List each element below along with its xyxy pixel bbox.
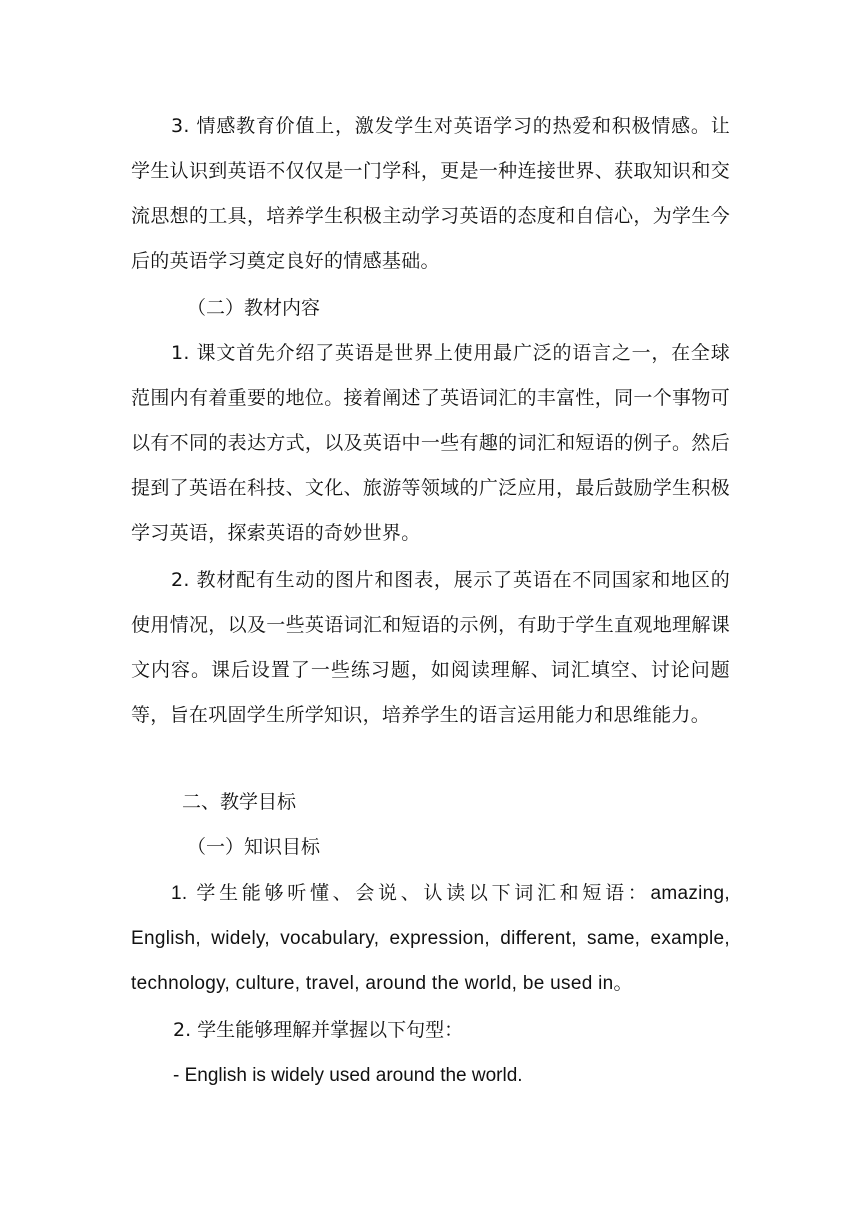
paragraph-materials-2: 2. 教材配有生动的图片和图表，展示了英语在不同国家和地区的使用情况，以及一些英语词汇和短语的示例，有助于学生直观地理解课文内容。课后设置了一些练习题，如阅读理解、词汇填空、讨论问题等，旨在巩固学生所学知识，培养学生的语言运用能力和思维能力。	[131, 569, 730, 726]
section-heading-objectives: 二、教学目标	[182, 791, 297, 813]
section-heading-knowledge: （一）知识目标	[187, 836, 321, 858]
paragraph-vocabulary: 1. 学生能够听懂、会说、认读以下词汇和短语：amazing, English, widely, vocabulary, expression, different, same, example, technology, culture, travel, around the world, be used in。	[131, 883, 730, 994]
paragraph-sentence-patterns: 2. 学生能够理解并掌握以下句型：	[173, 1019, 464, 1041]
paragraph-materials-1: 1. 课文首先介绍了英语是世界上使用最广泛的语言之一，在全球范围内有着重要的地位。接着阐述了英语词汇的丰富性，同一个事物可以有不同的表达方式，以及英语中一些有趣的词汇和短语的例子。然后提到了英语在科技、文化、旅游等领域的广泛应用，最后鼓励学生积极学习英语，探索英语的奇妙世界。	[131, 342, 730, 544]
sentence-pattern-item: - English is widely used around the world.	[173, 1065, 523, 1086]
section-heading-materials: （二）教材内容	[187, 297, 321, 319]
paragraph-emotional-value: 3. 情感教育价值上，激发学生对英语学习的热爱和积极情感。让学生认识到英语不仅仅是一门学科，更是一种连接世界、获取知识和交流思想的工具，培养学生积极主动学习英语的态度和自信心，为学生今后的英语学习奠定良好的情感基础。	[131, 115, 730, 272]
